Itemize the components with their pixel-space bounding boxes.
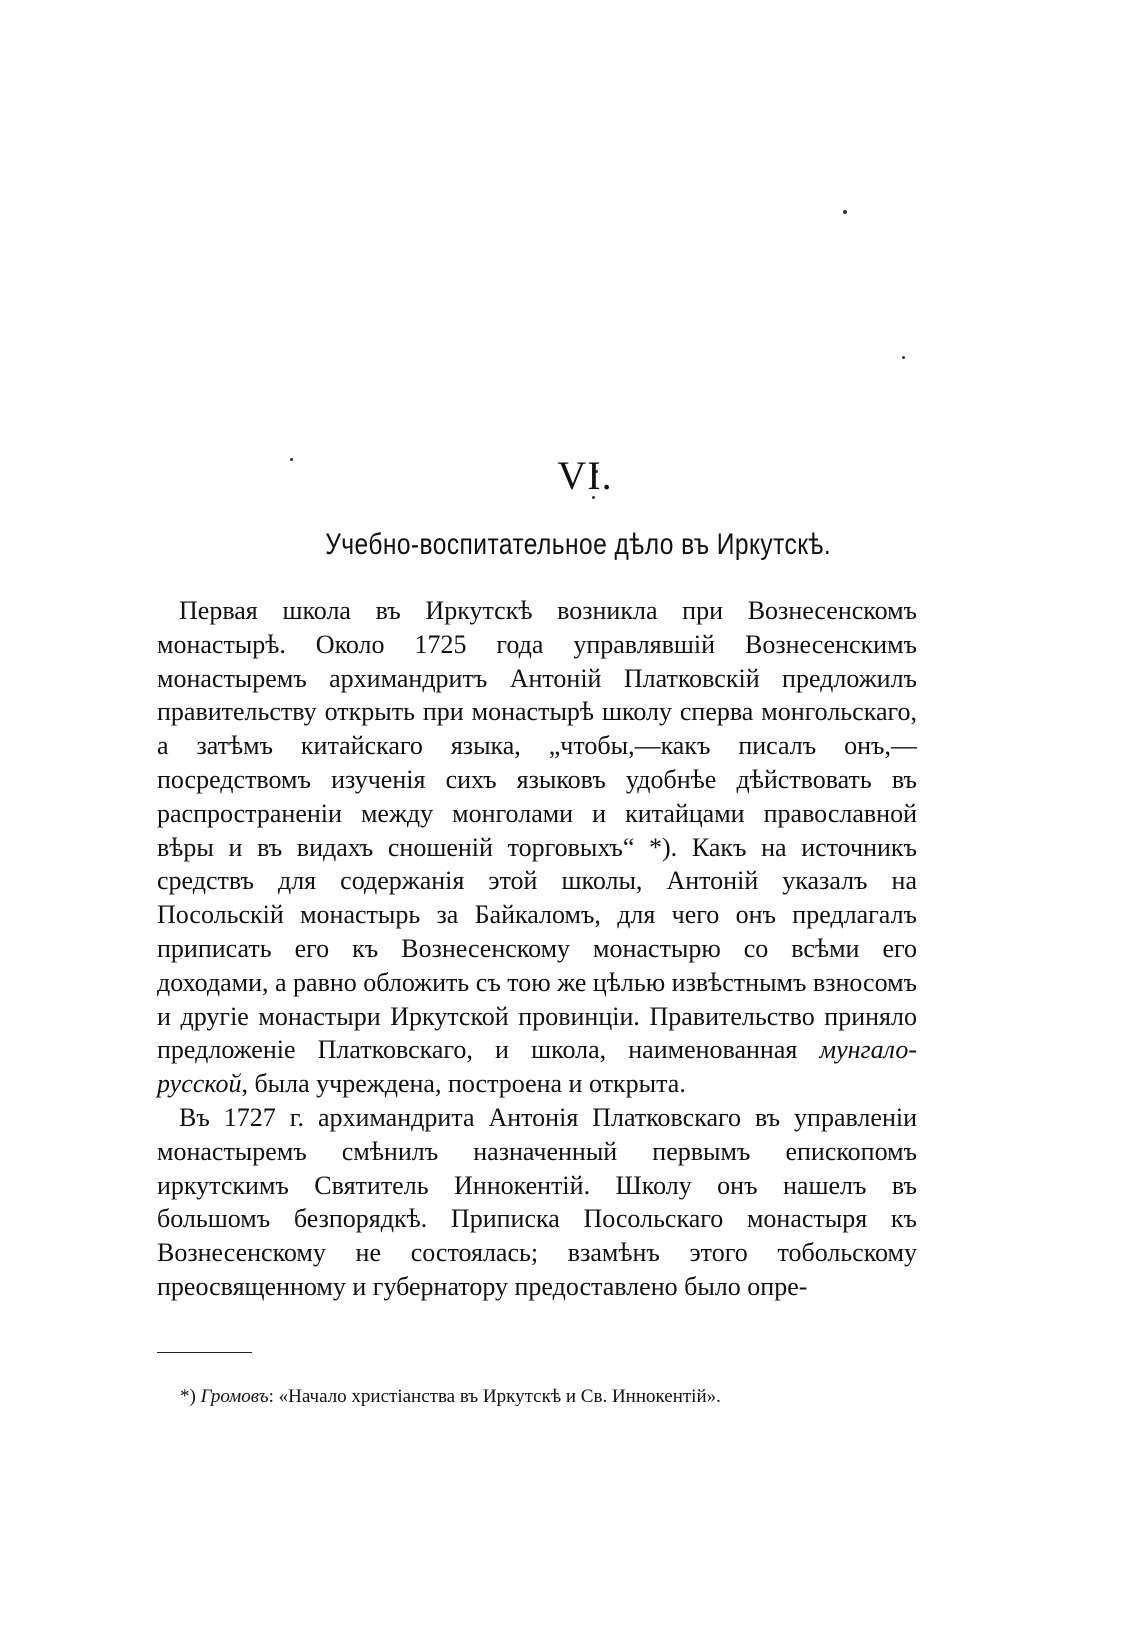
- chapter-number: VI.: [557, 453, 613, 498]
- footnote-text: «Начало христіанства въ Иркутскѣ и Св. Иннокентій».: [278, 1386, 721, 1407]
- paragraph-1: [157, 594, 917, 1101]
- school-name-italic: мунгало-русской: [157, 1035, 917, 1099]
- print-speck: [902, 356, 905, 359]
- footnote-marker: *): [180, 1386, 196, 1407]
- footnote: [180, 1384, 900, 1410]
- footnote-divider: [157, 1352, 252, 1353]
- chapter-title: Учебно-воспитательное дѣло въ Иркутскѣ.: [325, 528, 832, 561]
- paragraph-1-text: Первая школа въ Иркутскѣ возникла при Вознесенскомъ монастырѣ. Около 1725 года управлявшій Вознесенскимъ монастыремъ архимандритъ Антоній Платковскій предложилъ правительству открыть при монастырѣ школу сперва монгольскаго, а затѣмъ китайскаго языка, „чтобы,—какъ писалъ онъ,—посредствомъ изученія сихъ языковъ удобнѣе дѣйствовать въ распространеніи между монголами и китайцами православной вѣры и въ видахъ сношеній торговыхъ“ *). Какъ на источникъ средствъ для содержанія этой школы, Антоній указалъ на Посольскій монастырь за Байкаломъ, для чего онъ предлагалъ приписать его къ Вознесенскому монастырю со всѣми его доходами, а равно обложить съ тою же цѣлью извѣстнымъ взносомъ и другіе монастыри Иркутской провинціи. Правительство приняло предложеніе Платковскаго, и школа, наименованная: [157, 596, 917, 1065]
- footnote-separator: :: [268, 1386, 274, 1407]
- paragraph-2: Въ 1727 г. архимандрита Антонія Платковскаго въ управленіи монастыремъ смѣнилъ назначенный первымъ епископомъ иркутскимъ Святитель Иннокентій. Школу онъ нашелъ въ большомъ безпорядкѣ. Приписка Посольскаго монастыря къ Вознесенскому не состоялась; взамѣнъ этого тобольскому преосвященному и губернатору предоставлено было опре-: [157, 1102, 917, 1301]
- body-text: [157, 594, 917, 1304]
- print-speck: [843, 210, 847, 214]
- footnote-author: Громовъ: [200, 1386, 269, 1407]
- paragraph-1-end: , была учреждена, построена и открыта.: [241, 1069, 686, 1099]
